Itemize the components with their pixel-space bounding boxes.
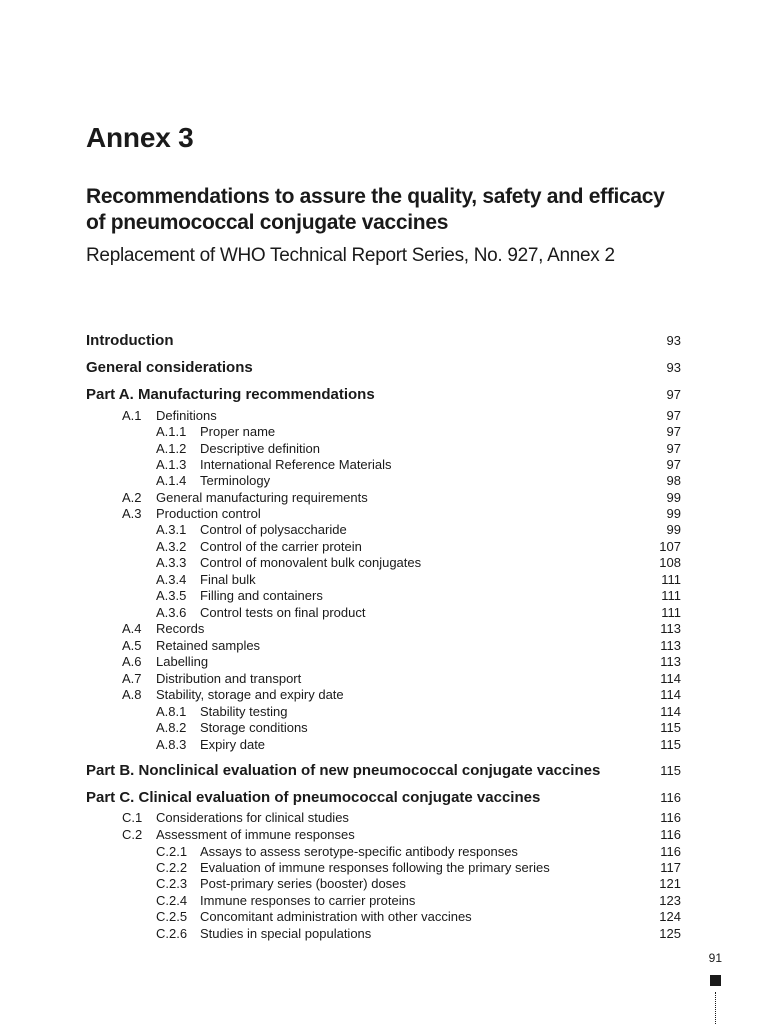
- toc-entry[interactable]: [0, 423, 768, 441]
- toc-entry-page: 114: [660, 687, 681, 702]
- toc-entry-title: General manufacturing requirements: [156, 490, 368, 505]
- toc-entry-number: A.5: [122, 638, 142, 653]
- toc-entry-title: Expiry date: [200, 737, 266, 752]
- toc-entry-number: A.1: [122, 408, 142, 423]
- toc-entry-page: 125: [659, 926, 681, 941]
- toc-entry-number: A.1.4: [156, 473, 187, 488]
- toc-entry-page: 124: [659, 909, 681, 924]
- toc-entry-number: A.2: [122, 490, 142, 505]
- toc-entry[interactable]: [0, 826, 768, 844]
- toc-entry-page: 113: [660, 654, 681, 669]
- toc-entry-page: 117: [660, 860, 681, 875]
- toc-entry-title: Considerations for clinical studies: [156, 810, 349, 825]
- toc-entry-page: 97: [666, 387, 681, 402]
- page-marker-square: [710, 975, 721, 986]
- toc-entry-number: A.8.3: [156, 737, 187, 752]
- toc-entry-number: C.1: [122, 810, 143, 825]
- toc-entry-number: A.3.4: [156, 572, 187, 587]
- toc-entry-number: A.1.1: [156, 424, 187, 439]
- toc-entry[interactable]: [0, 653, 768, 671]
- toc-entry-page: 97: [666, 424, 681, 439]
- toc-entry-page: 108: [659, 555, 681, 570]
- toc-entry-number: A.3.2: [156, 539, 187, 554]
- toc-entry-page: 99: [666, 522, 681, 537]
- toc-entry-number: A.8.1: [156, 704, 187, 719]
- toc-entry-title: Storage conditions: [200, 720, 308, 735]
- toc-entry-number: A.3.1: [156, 522, 187, 537]
- toc-entry-title: Studies in special populations: [200, 926, 372, 941]
- toc-entry-number: C.2.6: [156, 926, 188, 941]
- toc-entry[interactable]: [0, 762, 768, 780]
- dotted-margin-line: [715, 992, 716, 1024]
- toc-entry-title: Assessment of immune responses: [156, 827, 355, 842]
- toc-entry-title: General considerations: [86, 359, 253, 376]
- toc-entry-title: Part A. Manufacturing recommendations: [86, 386, 375, 403]
- toc-entry-title: Final bulk: [200, 572, 256, 587]
- toc-entry-page: 116: [660, 790, 681, 805]
- toc-entry-page: 111: [661, 605, 681, 620]
- toc-entry-page: 93: [666, 360, 681, 375]
- toc-entry-number: A.1.3: [156, 457, 187, 472]
- toc-entry-number: C.2.4: [156, 893, 188, 908]
- toc-entry-title: Part C. Clinical evaluation of pneumococcal conjugate vaccines: [86, 789, 541, 806]
- toc-entry-number: A.8.2: [156, 720, 187, 735]
- toc-entry[interactable]: [0, 908, 768, 926]
- document-subtitle: Replacement of WHO Technical Report Series, No. 927, Annex 2: [86, 245, 615, 266]
- toc-entry-page: 121: [659, 876, 681, 891]
- toc-entry-page: 114: [660, 671, 681, 686]
- toc-entry-title: Records: [156, 621, 205, 636]
- toc-entry-title: Control of monovalent bulk conjugates: [200, 555, 422, 570]
- annex-heading: Annex 3: [86, 122, 194, 153]
- toc-entry-title: Immune responses to carrier proteins: [200, 893, 416, 908]
- toc-entry-title: Terminology: [200, 473, 271, 488]
- toc-entry-title: Stability, storage and expiry date: [156, 687, 344, 702]
- toc-entry-title: Distribution and transport: [156, 671, 302, 686]
- toc-entry[interactable]: [0, 386, 768, 404]
- toc-entry-number: A.3: [122, 506, 142, 521]
- toc-entry[interactable]: [0, 686, 768, 704]
- toc-entry-title: Control of the carrier protein: [200, 539, 362, 554]
- toc-entry-title: Production control: [156, 506, 261, 521]
- toc-entry-number: A.6: [122, 654, 142, 669]
- toc-entry-page: 93: [666, 333, 681, 348]
- toc-entry-page: 114: [660, 704, 681, 719]
- toc-entry-title: Retained samples: [156, 638, 261, 653]
- toc-entry-number: C.2: [122, 827, 143, 842]
- toc-entry-page: 97: [666, 408, 681, 423]
- toc-entry-page: 107: [659, 539, 681, 554]
- toc-entry-title: Stability testing: [200, 704, 288, 719]
- toc-entry-page: 116: [660, 827, 681, 842]
- toc-entry-title: Definitions: [156, 408, 217, 423]
- toc-entry-number: A.4: [122, 621, 142, 636]
- toc-entry[interactable]: [0, 809, 768, 827]
- toc-entry-title: Post-primary series (booster) doses: [200, 876, 406, 891]
- toc-entry-number: A.1.2: [156, 441, 187, 456]
- toc-entry-number: C.2.2: [156, 860, 188, 875]
- toc-entry-page: 115: [660, 737, 681, 752]
- toc-entry[interactable]: [0, 789, 768, 807]
- toc-entry-page: 113: [660, 621, 681, 636]
- toc-entry[interactable]: [0, 587, 768, 605]
- toc-entry[interactable]: [0, 719, 768, 737]
- toc-entry[interactable]: [0, 875, 768, 893]
- toc-entry-title: Proper name: [200, 424, 276, 439]
- toc-entry-title: Part B. Nonclinical evaluation of new pneumococcal conjugate vaccines: [86, 762, 601, 779]
- toc-entry-page: 97: [666, 457, 681, 472]
- toc-entry-title: Control of polysaccharide: [200, 522, 347, 537]
- toc-entry[interactable]: [0, 925, 768, 943]
- toc-entry-title: Descriptive definition: [200, 441, 320, 456]
- toc-entry-page: 116: [660, 844, 681, 859]
- toc-entry-number: A.3.5: [156, 588, 187, 603]
- toc-entry[interactable]: [0, 332, 768, 350]
- toc-entry-page: 123: [659, 893, 681, 908]
- toc-entry-title: International Reference Materials: [200, 457, 392, 472]
- toc-entry[interactable]: [0, 359, 768, 377]
- toc-entry-number: A.8: [122, 687, 142, 702]
- toc-entry-page: 111: [661, 572, 681, 587]
- toc-entry-page: 111: [661, 588, 681, 603]
- toc-entry-page: 115: [660, 720, 681, 735]
- toc-entry-page: 99: [666, 506, 681, 521]
- toc-entry-title: Introduction: [86, 332, 174, 349]
- toc-entry-page: 98: [666, 473, 681, 488]
- toc-entry-page: 113: [660, 638, 681, 653]
- toc-entry-page: 97: [666, 441, 681, 456]
- toc-entry-number: C.2.3: [156, 876, 188, 891]
- toc-entry-page: 116: [660, 810, 681, 825]
- toc-entry[interactable]: [0, 472, 768, 490]
- toc-entry-title: Filling and containers: [200, 588, 323, 603]
- toc-entry-number: A.3.3: [156, 555, 187, 570]
- toc-entry-page: 99: [666, 490, 681, 505]
- toc-entry[interactable]: [0, 620, 768, 638]
- toc-entry-title: Control tests on final product: [200, 605, 366, 620]
- toc-entry-page: 115: [660, 763, 681, 778]
- toc-entry-title: Evaluation of immune responses following the primary series: [200, 860, 550, 875]
- toc-entry-number: A.7: [122, 671, 142, 686]
- toc-entry-number: C.2.5: [156, 909, 188, 924]
- toc-entry[interactable]: [0, 554, 768, 572]
- toc-entry[interactable]: [0, 736, 768, 754]
- toc-entry-number: C.2.1: [156, 844, 188, 859]
- toc-entry-title: Labelling: [156, 654, 209, 669]
- toc-entry-title: Concomitant administration with other vaccines: [200, 909, 472, 924]
- toc-entry-title: Assays to assess serotype-specific antibody responses: [200, 844, 518, 859]
- page-number: 91: [708, 951, 722, 965]
- document-title: Recommendations to assure the quality, safety and efficacy of pneumococcal conjugate vaccines: [86, 185, 665, 234]
- toc-entry[interactable]: [0, 521, 768, 539]
- toc-entry-number: A.3.6: [156, 605, 187, 620]
